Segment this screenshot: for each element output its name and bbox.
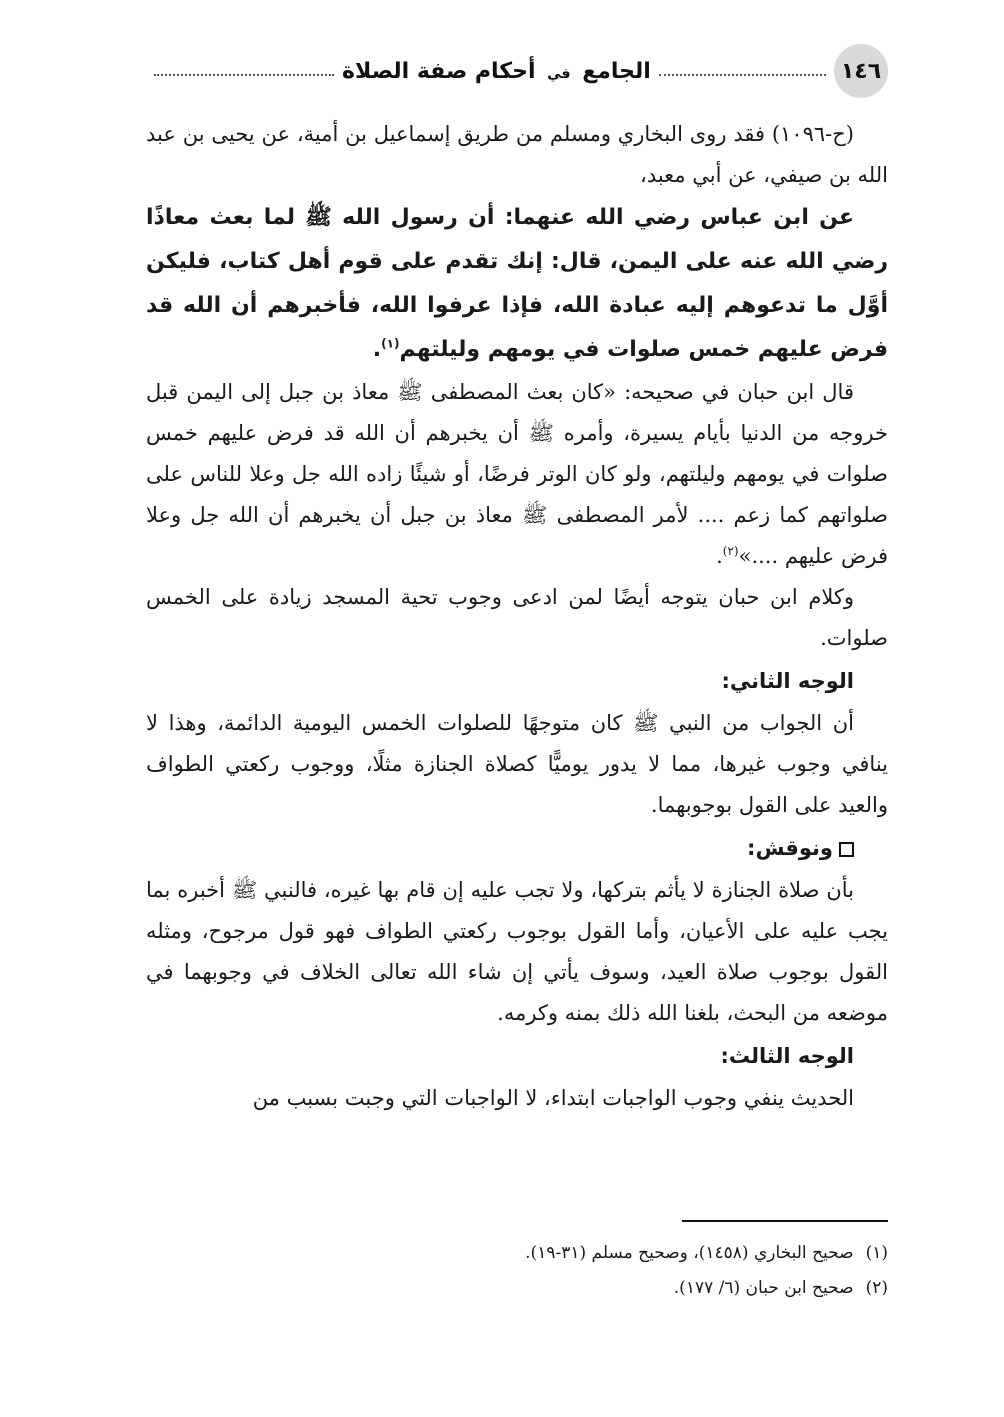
footnote-number: (٢) xyxy=(865,1278,888,1298)
heading-discussed-text: ونوقش: xyxy=(747,836,833,860)
footnote-divider xyxy=(682,1220,888,1222)
paragraph-comment: وكلام ابن حبان يتوجه أيضًا لمن ادعى وجوب تحية المسجد زيادة على الخمس صلوات. xyxy=(146,585,888,650)
paragraph-hadith xyxy=(146,196,888,372)
checkbox-square-icon xyxy=(839,842,854,857)
header-dotted-rule-right xyxy=(659,74,826,76)
paragraph-ibn-hibban xyxy=(146,372,888,577)
footnote-number: (١) xyxy=(865,1243,888,1263)
footnote-item xyxy=(146,1236,888,1271)
page-header xyxy=(146,40,888,102)
book-title-part2: أحكام صفة الصلاة xyxy=(342,58,536,84)
footnote-ref-1[interactable]: (١) xyxy=(381,336,400,351)
book-title xyxy=(342,59,651,84)
ibn-hibban-text: قال ابن حبان في صحيحه: «كان بعث المصطفى ﷺ معاذ بن جبل إلى اليمن قبل خروجه من الدنيا بأيام يسيرة، وأمره ﷺ أن يخبرهم أن الله قد فرض عليهم خمس صلوات في يومهم وليلتهم، ولو كان الوتر فرضًا، أو شيئًا زاده الله جل وعلا للناس على صلواتهم كما زعم .... لأمر المصطفى ﷺ معاذ بن جبل أن يخبرهم أن الله جل وعلا فرض عليهم ....» xyxy=(146,380,888,568)
heading-discussed xyxy=(146,826,888,870)
footnote-ref-2[interactable]: (٢) xyxy=(722,544,739,558)
paragraph-discussion: بأن صلاة الجنازة لا يأثم بتركها، ولا تجب عليه إن قام بها غيره، فالنبي ﷺ أخبره بما يجب عليه على الأعيان، وأما القول بوجوب ركعتي الطواف فهو قول مرجوح، ومثله القول بوجوب صلاة العيد، وسوف يأتي إن شاء الله تعالى الخلاف في وجوبهما في موضعه من البحث، بلغنا الله ذلك بمنه وكرمه. xyxy=(146,878,888,1025)
footnote-item xyxy=(146,1271,888,1306)
paragraph-third-aspect: الحديث ينفي وجوب الواجبات ابتداء، لا الواجبات التي وجبت بسبب من xyxy=(252,1086,854,1110)
hadith-end: . xyxy=(372,337,382,362)
book-page xyxy=(146,40,888,1380)
page-number: ١٤٦ xyxy=(834,44,888,98)
footnotes xyxy=(146,1236,888,1306)
heading-second-aspect: الوجه الثاني: xyxy=(721,669,854,693)
book-title-part1: الجامع xyxy=(582,58,651,84)
footnote-text: صحيح البخاري (١٤٥٨)، وصحيح مسلم (٣١-١٩). xyxy=(525,1243,854,1263)
main-text xyxy=(146,114,888,1119)
ibn-hibban-end: . xyxy=(716,544,723,568)
book-title-small: في xyxy=(547,65,571,82)
paragraph-second-aspect: أن الجواب من النبي ﷺ كان متوجهًا للصلوات الخمس اليومية الدائمة، وهذا لا ينافي وجوب غيرها، مما لا يدور يوميًّا كصلاة الجنازة مثلًا، ووجوب ركعتي الطواف والعيد على القول بوجوبهما. xyxy=(146,711,888,817)
footnote-text: صحيح ابن حبان (٦/ ١٧٧). xyxy=(673,1278,854,1298)
heading-third-aspect: الوجه الثالث: xyxy=(720,1044,854,1068)
hadith-text: عن ابن عباس رضي الله عنهما: أن رسول الله ﷺ لما بعث معاذًا رضي الله عنه على اليمن، قال: إنك تقدم على قوم أهل كتاب، فليكن أوَّل ما تدعوهم إليه عبادة الله، فإذا عرفوا الله، فأخبرهم أن الله قد فرض عليهم خمس صلوات في يومهم وليلتهم xyxy=(146,205,888,362)
paragraph-isnad: (ح-١٠٩٦) فقد روى البخاري ومسلم من طريق إسماعيل بن أمية، عن يحيى بن عبد الله بن صيفي، عن أبي معبد، xyxy=(146,122,888,187)
header-dotted-rule-left xyxy=(154,74,334,76)
